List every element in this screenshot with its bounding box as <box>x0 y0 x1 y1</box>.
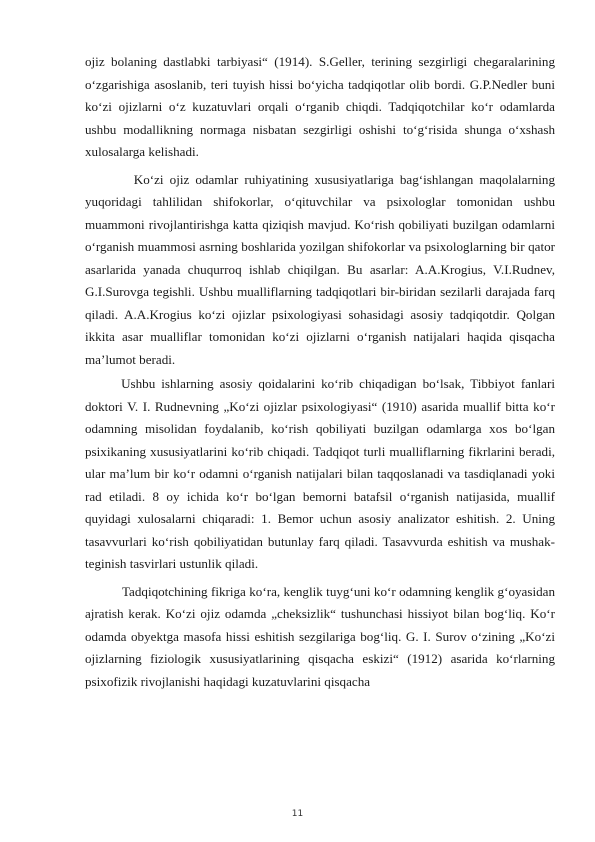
paragraph-3-indent <box>85 376 121 391</box>
paragraph-4-text: Tadqiqotchining fikriga ko‘ra, kenglik tuyg‘uni ko‘r odamning kenglik g‘oyasidan ajratish kerak. Ko‘zi ojiz odamda „cheksizlik“ tushunchasi hissiyot bilan bog‘liq. Ko‘r odamda obyektga masofa hissi eshitish sezgilariga bog‘liq. G. I. Surov o‘zining „Ko‘zi ojizlarning fiziologik xususiyatlarining qisqacha eskizi“ (1912) asarida ko‘rlarning psixofizik rivojlanishi haqidagi kuzatuvlarini qisqacha <box>85 583 555 689</box>
paragraph-2-text: Ko‘zi ojiz odamlar ruhiyatining xususiyatlariga bag‘ishlangan maqolalarning yuqoridagi tahlilidan shifokorlar, o‘qituvchilar va psixologlar tomonidan ushbu muammoni rivojlantirishga katta qiziqish mavjud. Ko‘rish qobiliyati buzilgan odamlarni o‘rganish muammosi asrning boshlarida yozilgan shifokorlar va psixologlarning bir qator asarlarida yanada chuqurroq ishlab chiqilgan. Bu asarlar: A.A.Krogius, V.I.Rudnev, G.I.Surovga tegishli. Ushbu mualliflarning tadqiqotlari bir-biridan sezilarli darajada farq qiladi. A.A.Krogius ko‘zi ojizlar psixologiyasi sohasidagi asosiy tadqiqotdir. Qolgan ikkita asar mualliflar tomonidan ko‘zi ojizlarni o‘rganish natijalari haqida qisqacha ma’lumot beradi. <box>85 171 556 367</box>
paragraph-2 <box>85 169 555 372</box>
paragraph-4 <box>85 581 555 694</box>
document-body <box>85 51 555 693</box>
paragraph-4-indent <box>85 584 122 599</box>
page-number: 11 <box>291 809 304 819</box>
paragraph-2-indent <box>85 172 134 187</box>
paragraph-1-text: ojiz bolaning dastlabki tarbiyasi“ (1914). S.Geller, terining sezgirligi chegaralarining o‘zgarishiga asoslanib, teri tuyish hissi bo‘yicha tadqiqotlar olib bordi. G.P.Nedler buni ko‘zi ojizlarni o‘z kuzatuvlari orqali o‘rganib chiqdi. Tadqiqotchilar ko‘r odamlarda ushbu modallikning normaga nisbatan sezgirligi oshishi to‘g‘risida shunga o‘xshash xulosalarga kelishadi. <box>85 54 555 159</box>
paragraph-1 <box>85 51 555 164</box>
paragraph-3 <box>85 373 555 576</box>
paragraph-3-text: Ushbu ishlarning asosiy qoidalarini ko‘rib chiqadigan bo‘lsak, Tibbiyot fanlari doktori V. I. Rudnevning „Ko‘zi ojizlar psixologiyasi“ (1910) asarida muallif bitta ko‘r odamning misolidan foydalanib, ko‘rish qobiliyati buzilgan odamlarga xos bo‘lgan psixikaning xususiyatlarini ko‘rib chiqadi. Tadqiqot turli mualliflarning fikrlarini beradi, ular ma’lum bir ko‘r odamni o‘rganish natijalari bilan taqqoslanadi va tasdiqlanadi yoki rad etiladi. 8 oy ichida ko‘r bo‘lgan bemorni batafsil o‘rganish natijasida, muallif quyidagi xulosalarni chiqaradi: 1. Bemor uchun asosiy analizator eshitish. 2. Uning tasavvurlari ko‘rish qobiliyatidan butunlay farq qiladi. Tasavvurda eshitish va mushak-teginish tasvirlari ustunlik qiladi. <box>85 376 555 571</box>
